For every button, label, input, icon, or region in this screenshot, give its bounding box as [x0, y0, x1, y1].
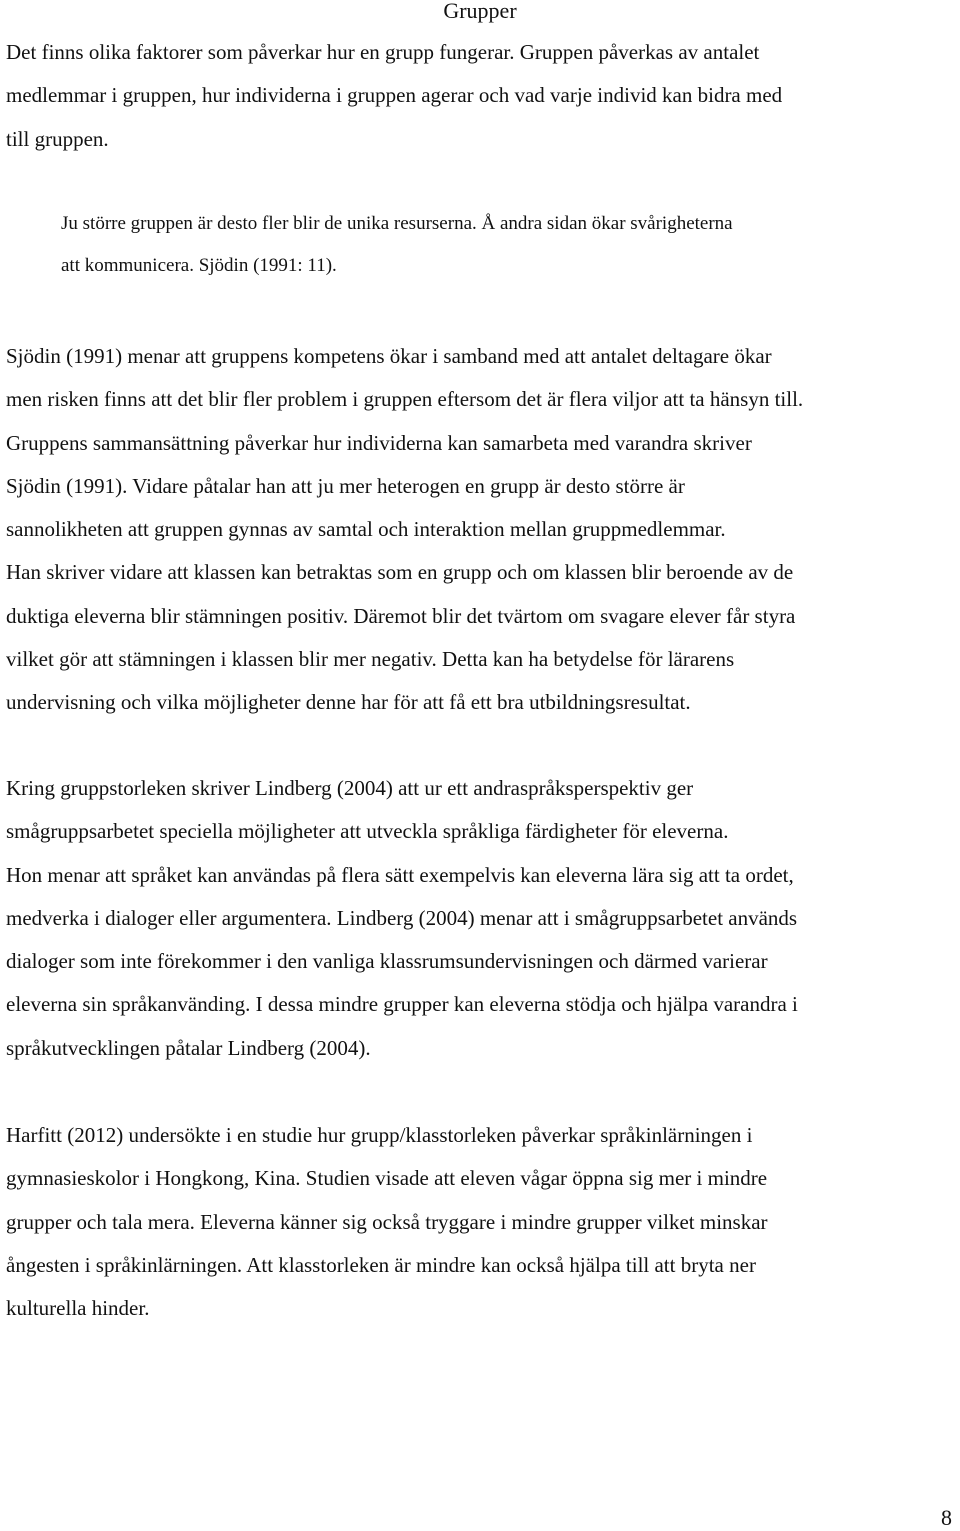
harfitt-paragraph: Harfitt (2012) undersökte i en studie hur grupp/klasstorleken påverkar språkinlärningen i gymnasieskolor i Hongkong, Kina. Studien visade att eleven vågar öppna sig mer i mindre grupper och tala mera. Eleverna känner sig också tryggare i mindre grupper vilket minskar ångesten i språkinlärningen. Att klasstorleken är mindre kan också hjälpa till att bryta ner kulturella hinder.: [6, 1123, 768, 1321]
block-quote: Ju större gruppen är desto fler blir de unika resurserna. Å andra sidan ökar svårigheterna att kommunicera. Sjödin (1991: 11).: [61, 213, 733, 276]
lindberg-paragraph: Kring gruppstorleken skriver Lindberg (2004) att ur ett andraspråksperspektiv ger smågruppsarbetet speciella möjligheter att utveckla språkliga färdigheter för eleverna. Hon menar att språket kan användas på flera sätt exempelvis kan eleverna lära sig att ta ordet, medverka i dialoger eller argumentera. Lindberg (2004) menar att i smågruppsarbetet används dialoger som inte förekommer i den vanliga klassrumsundervisningen och därmed varierar eleverna sin språkanvänding. I dessa mindre grupper kan eleverna stödja och hjälpa varandra i språkutvecklingen påtalar Lindberg (2004).: [6, 776, 798, 1060]
intro-paragraph: Det finns olika faktorer som påverkar hur en grupp fungerar. Gruppen påverkas av antalet medlemmar i gruppen, hur individerna i gruppen agerar och vad varje individ kan bidra med till gruppen.: [6, 40, 783, 151]
sjodin-paragraph: Sjödin (1991) menar att gruppens kompetens ökar i samband med att antalet deltagare ökar men risken finns att det blir fler problem i gruppen eftersom det är flera viljor att ta hänsyn till. Gruppens sammansättning påverkar hur individerna kan samarbeta med varandra skriver Sjödin (1991). Vidare påtalar han att ju mer heterogen en grupp är desto större är sannolikheten att gruppen gynnas av samtal och interaktion mellan gruppmedlemmar. Han skriver vidare att klassen kan betraktas som en grupp och om klassen blir beroende av de duktiga eleverna blir stämningen positiv. Däremot blir det tvärtom om svagare elever får styra vilket gör att stämningen i klassen blir mer negativ. Detta kan ha betydelse för lärarens undervisning och vilka möjligheter denne har för att få ett bra utbildningsresultat.: [6, 344, 804, 715]
page-number: 8: [941, 1505, 952, 1530]
section-heading: Grupper: [443, 0, 517, 23]
